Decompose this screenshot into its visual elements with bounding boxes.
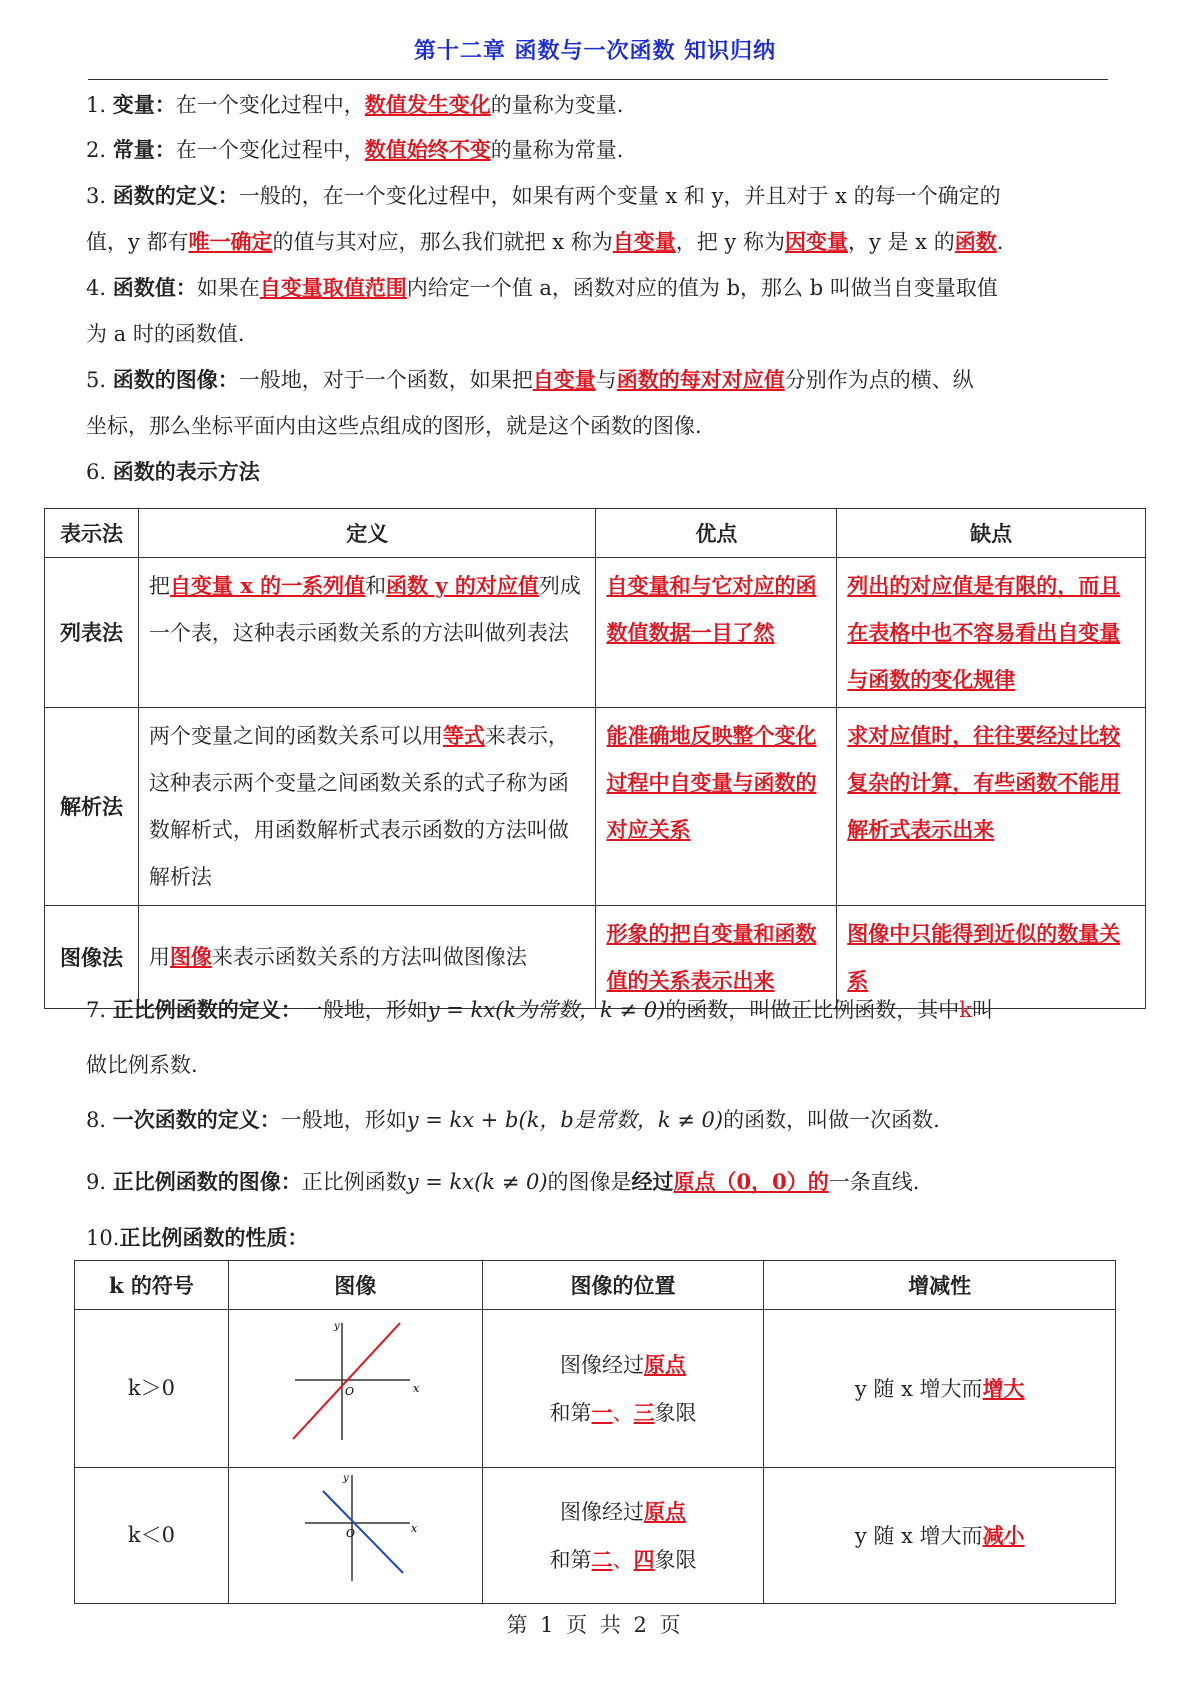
function-line xyxy=(323,1491,403,1573)
position-cell: 图像经过原点 和第一、三象限 xyxy=(482,1310,764,1468)
row-name: 图像法 xyxy=(45,906,139,1009)
y-label: y xyxy=(334,1321,340,1332)
graph-k-negative xyxy=(285,1469,425,1585)
table-row xyxy=(75,1310,1116,1468)
item-linear-definition: 8. 一次函数的定义：一般地，形如y = kx + b(k，b是常数，k ≠ 0)的函数，叫做一次函数. xyxy=(86,1107,940,1132)
function-line xyxy=(293,1323,400,1439)
graph-k-positive xyxy=(285,1315,425,1445)
row-disadvantage: 列出的对应值是有限的，而且在表格中也不容易看出自变量与函数的变化规律 xyxy=(837,558,1146,708)
row-advantage: 形象的把自变量和函数值的关系表示出来 xyxy=(596,906,837,1009)
row-disadvantage: 图像中只能得到近似的数量关系 xyxy=(837,906,1146,1009)
table-header-row xyxy=(45,509,1146,558)
row-name: 解析法 xyxy=(45,708,139,906)
header-k-sign: k 的符号 xyxy=(75,1261,229,1310)
item-proportional-definition: 7. 正比例函数的定义：一般地，形如y = kx(k为常数，k ≠ 0)的函数，叫做正比例函数，其中k叫 xyxy=(86,997,993,1022)
formula: y = kx(k ≠ 0) xyxy=(406,1170,548,1194)
formula: y = kx(k为常数，k ≠ 0) xyxy=(427,998,666,1022)
table-row xyxy=(75,1468,1116,1604)
y-label: y xyxy=(343,1473,349,1484)
table-header-row xyxy=(75,1261,1116,1310)
monotonicity-cell: y 随 x 增大而增大 xyxy=(764,1310,1116,1468)
item-function-definition-line2: 值，y 都有唯一确定的值与其对应，那么我们就把 x 称为自变量，把 y 称为因变量，y 是 x 的函数. xyxy=(86,229,1004,254)
graph-cell xyxy=(228,1310,482,1468)
header-method: 表示法 xyxy=(45,509,139,558)
k-sign: k＜0 xyxy=(75,1468,229,1604)
k-sign: k＞0 xyxy=(75,1310,229,1468)
row-disadvantage: 求对应值时，往往要经过比较复杂的计算，有些函数不能用解析式表示出来 xyxy=(837,708,1146,906)
header-disadvantage: 缺点 xyxy=(837,509,1146,558)
item-variable: 1. 变量：在一个变化过程中，数值发生变化的量称为变量. xyxy=(86,92,624,117)
representation-table xyxy=(44,508,1146,1009)
page-footer: 第 1 页 共 2 页 xyxy=(506,1613,684,1637)
header-definition: 定义 xyxy=(138,509,596,558)
item-function-graph: 5. 函数的图像：一般地，对于一个函数，如果把自变量与函数的每对对应值分别作为点的横、纵 xyxy=(86,367,974,392)
header-monotonicity: 增减性 xyxy=(764,1261,1116,1310)
item-function-value: 4. 函数值：如果在自变量取值范围内给定一个值 a，函数对应的值为 b，那么 b 叫做当自变量取值 xyxy=(86,275,998,300)
properties-table xyxy=(74,1260,1116,1604)
page-title: 第十二章 函数与一次函数 知识归纳 xyxy=(413,39,777,64)
title-divider xyxy=(88,79,1108,80)
item-function-graph-line2: 坐标，那么坐标平面内由这些点组成的图形，就是这个函数的图像. xyxy=(86,414,702,438)
header-advantage: 优点 xyxy=(596,509,837,558)
header-position: 图像的位置 xyxy=(482,1261,764,1310)
item-proportional-graph: 9. 正比例函数的图像：正比例函数y = kx(k ≠ 0)的图像是经过原点（0，0）的一条直线. xyxy=(86,1169,920,1194)
row-definition: 用图像来表示函数关系的方法叫做图像法 xyxy=(138,906,596,1009)
item-proportional-properties: 10.正比例函数的性质： xyxy=(86,1225,309,1250)
item-function-value-line2: 为 a 时的函数值. xyxy=(86,322,245,346)
row-name: 列表法 xyxy=(45,558,139,708)
formula: y = kx + b(k，b是常数，k ≠ 0) xyxy=(406,1108,724,1132)
header-graph: 图像 xyxy=(228,1261,482,1310)
table-row xyxy=(45,558,1146,708)
item-proportional-definition-line2: 做比例系数. xyxy=(86,1053,198,1077)
x-label: x xyxy=(411,1522,418,1535)
x-label: x xyxy=(413,1382,420,1395)
position-cell: 图像经过原点 和第二、四象限 xyxy=(482,1468,764,1604)
row-advantage: 自变量和与它对应的函数值数据一目了然 xyxy=(596,558,837,708)
origin-label: O xyxy=(345,1385,355,1398)
table-row xyxy=(45,708,1146,906)
item-representation-methods: 6. 函数的表示方法 xyxy=(86,459,260,484)
graph-cell xyxy=(228,1468,482,1604)
item-constant: 2. 常量：在一个变化过程中，数值始终不变的量称为常量. xyxy=(86,137,624,162)
origin-label: O xyxy=(346,1527,356,1540)
row-advantage: 能准确地反映整个变化过程中自变量与函数的对应关系 xyxy=(596,708,837,906)
row-definition: 两个变量之间的函数关系可以用等式来表示，这种表示两个变量之间函数关系的式子称为函数解析式，用函数解析式表示函数的方法叫做解析法 xyxy=(138,708,596,906)
monotonicity-cell: y 随 x 增大而减小 xyxy=(764,1468,1116,1604)
row-definition: 把自变量 x 的一系列值和函数 y 的对应值列成一个表，这种表示函数关系的方法叫做列表法 xyxy=(138,558,596,708)
item-function-definition: 3. 函数的定义：一般的，在一个变化过程中，如果有两个变量 x 和 y，并且对于 x 的每一个确定的 xyxy=(86,183,1001,208)
table-row xyxy=(45,906,1146,1009)
